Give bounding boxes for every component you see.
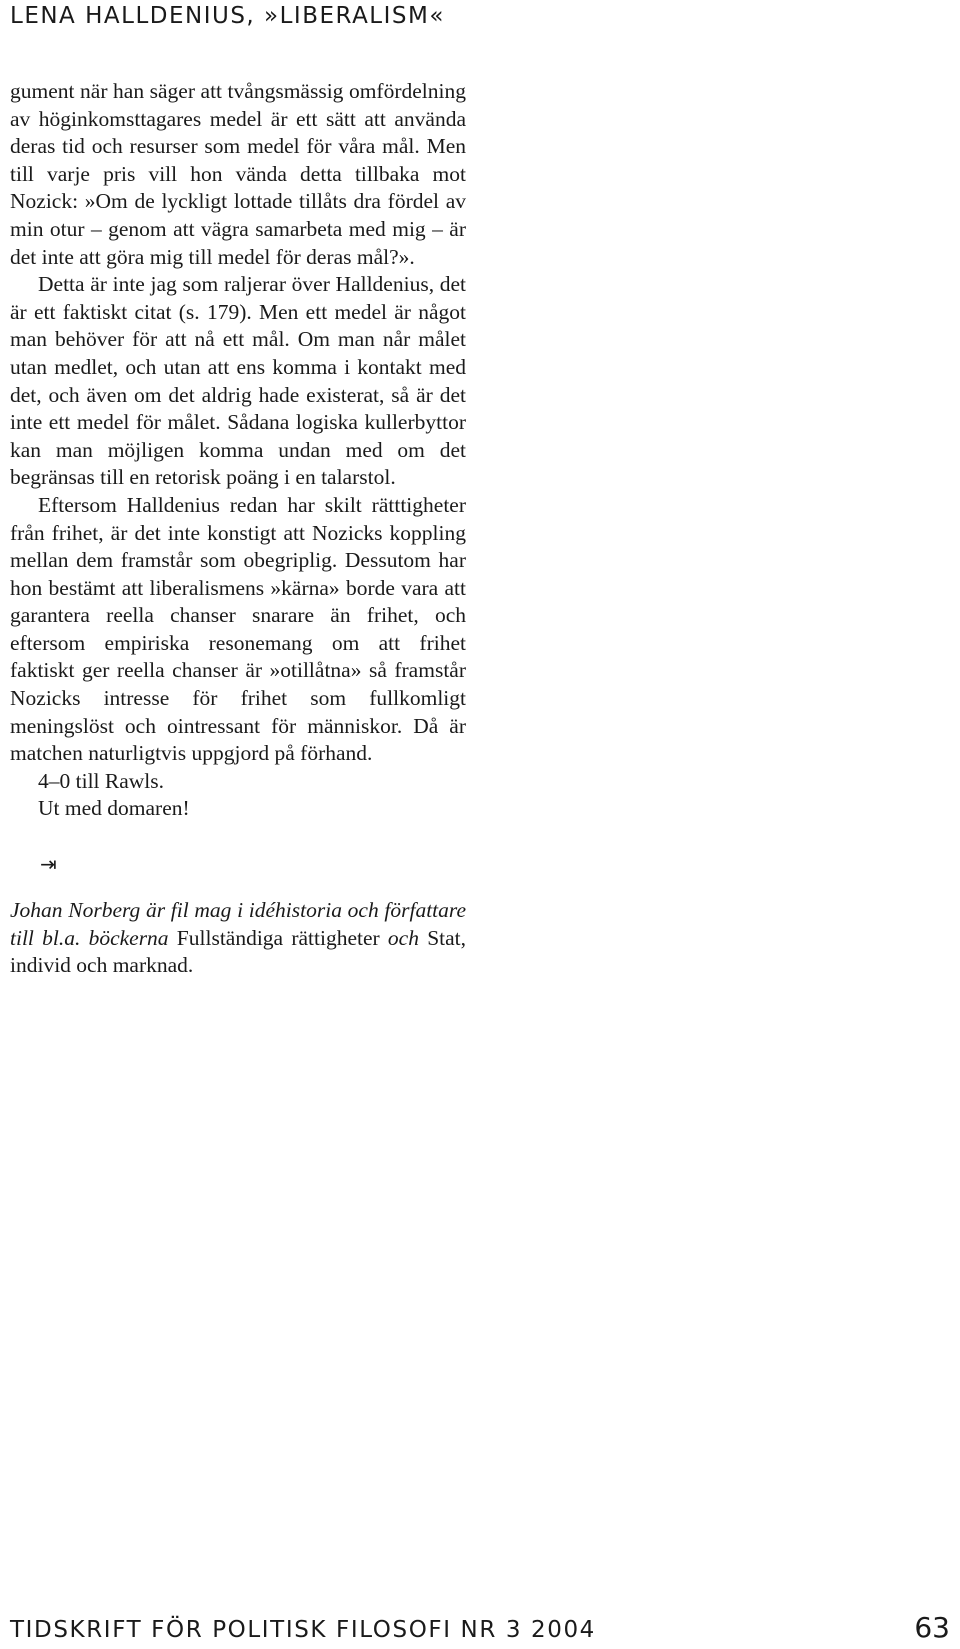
paragraph-2: Detta är inte jag som raljerar över Halldenius, det är ett faktiskt citat (s. 179). Men ett medel är något man behöver för att nå ett mål. Om man når målet utan medlet, och utan att ens komma i kontakt med det, och även om det aldrig hade existerat, så är det inte ett medel för målet. Sådana logiska kullerbyttor kan man möjligen komma undan med om det begränsas till en retorisk poäng i en talarstol. <box>10 272 466 490</box>
end-of-article-icon: ⇥ <box>40 852 57 877</box>
paragraph-3: Eftersom Halldenius redan har skilt rätttigheter från frihet, är det inte konstigt att Nozicks koppling mellan dem framstår som obegriplig. Dessutom har hon bestämt att liberalismens »kärna» borde vara att garantera reella chanser snarare än frihet, och eftersom empiriska resonemang om att frihet faktiskt ger reella chanser är »otillåtna» så framstår Nozicks intresse för frihet som fullkomligt meningslöst och ointressant för människor. Då är matchen naturligtvis uppgjord på förhand. <box>10 492 466 766</box>
running-head: LENA HALLDENIUS, »LIBERALISM« <box>10 3 445 29</box>
paragraph-5: Ut med domaren! <box>38 796 190 821</box>
article-column <box>10 78 466 980</box>
page-number: 63 <box>914 1611 950 1644</box>
book-title-2: Stat, individ och marknad. <box>10 925 467 978</box>
author-bio <box>10 897 466 980</box>
book-title-1: Fullständiga rättigheter <box>176 925 380 950</box>
paragraph-4: 4–0 till Rawls. <box>38 768 165 793</box>
page-footer <box>10 1609 950 1645</box>
author-bio-text: Johan Norberg är fil mag i idéhistoria och författare till bl.a. böckerna <box>10 898 466 950</box>
journal-name: TIDSKRIFT FÖR POLITISK FILOSOFI NR 3 2004 <box>10 1617 596 1643</box>
author-bio-conjunction: och <box>387 925 419 950</box>
paragraph-1: gument när han säger att tvångsmässig omfördelning av höginkomsttagares medel är ett sätt att använda deras tid och resurser som medel för våra mål. Men till varje pris vill hon vända detta tillbaka mot Nozick: »Om de lyckligt lottade tillåts dra fördel av min otur – genom att vägra samarbeta med mig – är det inte att göra mig till medel för deras mål?». <box>10 79 466 269</box>
